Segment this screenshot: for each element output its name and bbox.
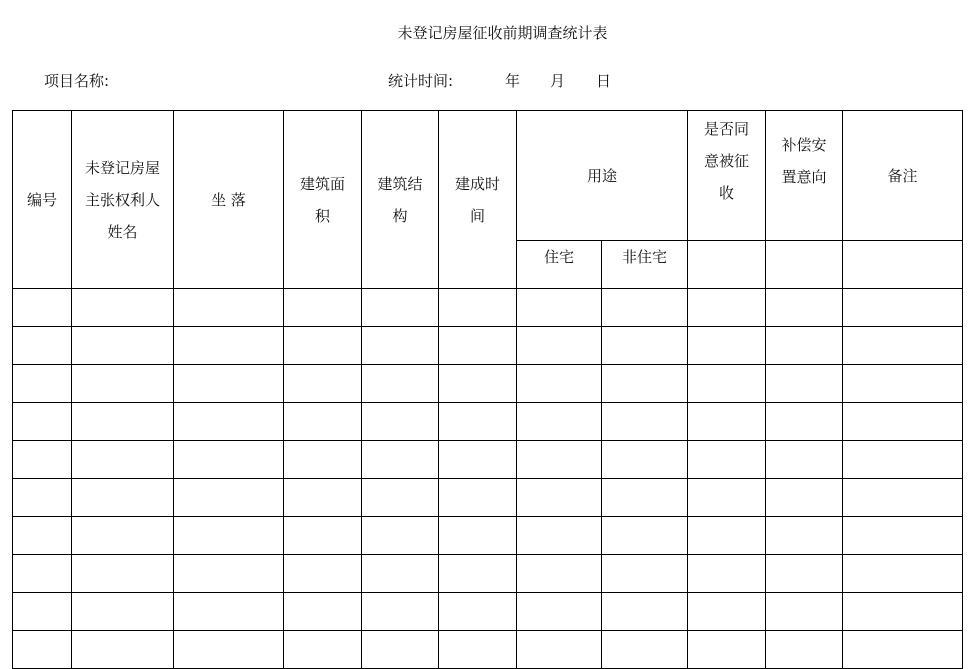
document-title: 未登记房屋征收前期调查统计表 [397,24,608,42]
table-cell[interactable] [843,479,963,517]
table-cell[interactable] [766,441,843,479]
day-label: 日 [596,72,612,90]
table-cell[interactable] [72,555,174,593]
table-cell[interactable] [439,327,517,365]
table-cell[interactable] [174,403,284,441]
table-cell[interactable] [766,479,843,517]
table-cell[interactable] [688,441,766,479]
header-remarks: 备注 [843,111,963,241]
table-cell[interactable] [688,479,766,517]
header-location: 坐 落 [174,111,284,289]
table-cell[interactable] [13,327,72,365]
table-cell[interactable] [602,479,688,517]
table-cell[interactable] [602,289,688,327]
table-cell[interactable] [362,327,439,365]
table-cell[interactable] [174,593,284,631]
table-cell[interactable] [439,403,517,441]
table-cell[interactable] [517,631,602,669]
table-cell[interactable] [688,631,766,669]
table-cell[interactable] [843,593,963,631]
table-cell[interactable] [72,441,174,479]
header-blank-cell [688,241,766,289]
table-cell[interactable] [284,517,362,555]
table-cell[interactable] [362,555,439,593]
table-cell[interactable] [688,365,766,403]
table-cell[interactable] [72,289,174,327]
table-cell[interactable] [602,403,688,441]
table-cell[interactable] [766,289,843,327]
table-cell[interactable] [843,441,963,479]
month-label: 月 [550,72,566,90]
table-cell[interactable] [688,555,766,593]
table-cell[interactable] [284,631,362,669]
table-cell[interactable] [439,555,517,593]
table-cell[interactable] [517,441,602,479]
table-row [13,365,963,403]
table-cell[interactable] [72,593,174,631]
table-cell[interactable] [439,517,517,555]
table-cell[interactable] [439,593,517,631]
table-cell[interactable] [517,593,602,631]
table-row [13,441,963,479]
table-cell[interactable] [688,517,766,555]
table-cell[interactable] [766,365,843,403]
table-cell[interactable] [72,327,174,365]
table-cell[interactable] [174,479,284,517]
header-built-time: 建成时 间 [439,111,517,289]
header-blank-cell [843,241,963,289]
table-cell[interactable] [174,555,284,593]
header-blank-cell [766,241,843,289]
table-cell[interactable] [13,517,72,555]
table-cell[interactable] [517,403,602,441]
table-cell[interactable] [688,593,766,631]
table-cell[interactable] [284,555,362,593]
table-cell[interactable] [362,479,439,517]
header-residential: 住宅 [517,241,602,289]
header-agree-expropriation: 是否同 意被征 收 [688,111,766,241]
table-cell[interactable] [13,441,72,479]
table-cell[interactable] [517,327,602,365]
table-row [13,593,963,631]
table-cell[interactable] [284,365,362,403]
table-cell[interactable] [602,593,688,631]
table-cell[interactable] [362,441,439,479]
table-cell[interactable] [843,631,963,669]
table-cell[interactable] [13,479,72,517]
table-cell[interactable] [174,327,284,365]
table-cell[interactable] [284,479,362,517]
table-row [13,555,963,593]
table-cell[interactable] [439,631,517,669]
table-cell[interactable] [602,631,688,669]
table-cell[interactable] [439,441,517,479]
table-cell[interactable] [362,631,439,669]
table-cell[interactable] [13,555,72,593]
table-cell[interactable] [766,517,843,555]
table-cell[interactable] [13,365,72,403]
table-cell[interactable] [13,593,72,631]
table-cell[interactable] [72,479,174,517]
survey-table [12,110,963,669]
table-row [13,517,963,555]
project-name-label: 项目名称: [44,72,110,90]
table-cell[interactable] [439,365,517,403]
header-building-area: 建筑面 积 [284,111,362,289]
table-cell[interactable] [517,479,602,517]
table-cell[interactable] [174,631,284,669]
table-cell[interactable] [284,289,362,327]
table-cell[interactable] [688,403,766,441]
table-cell[interactable] [362,289,439,327]
table-cell[interactable] [72,403,174,441]
table-cell[interactable] [843,555,963,593]
table-cell[interactable] [843,327,963,365]
table-cell[interactable] [688,289,766,327]
table-cell[interactable] [174,441,284,479]
table-row [13,631,963,669]
table-cell[interactable] [72,517,174,555]
table-cell[interactable] [284,327,362,365]
table-cell[interactable] [13,403,72,441]
table-cell[interactable] [284,593,362,631]
table-cell[interactable] [843,365,963,403]
table-cell[interactable] [362,517,439,555]
header-owner-name: 未登记房屋 主张权利人 姓名 [72,111,174,289]
table-cell[interactable] [439,289,517,327]
table-cell[interactable] [517,365,602,403]
table-row [13,403,963,441]
table-row [13,479,963,517]
header-building-structure: 建筑结 构 [362,111,439,289]
table-cell[interactable] [843,289,963,327]
table-cell[interactable] [843,517,963,555]
year-label: 年 [505,72,521,90]
table-cell[interactable] [284,441,362,479]
table-cell[interactable] [602,327,688,365]
table-cell[interactable] [602,441,688,479]
table-cell[interactable] [517,289,602,327]
table-cell[interactable] [362,365,439,403]
table-row [13,289,963,327]
table-cell[interactable] [284,403,362,441]
table-cell[interactable] [13,289,72,327]
table-cell[interactable] [174,517,284,555]
header-compensation-intent: 补偿安 置意向 [766,111,843,241]
table-cell[interactable] [766,555,843,593]
table-cell[interactable] [174,365,284,403]
table-cell[interactable] [766,403,843,441]
table-cell[interactable] [439,479,517,517]
table-cell[interactable] [13,631,72,669]
table-cell[interactable] [517,555,602,593]
table-cell[interactable] [174,289,284,327]
table-cell[interactable] [72,631,174,669]
statistics-time-label: 统计时间: [388,72,454,90]
table-cell[interactable] [72,365,174,403]
table-cell[interactable] [843,403,963,441]
table-cell[interactable] [362,593,439,631]
header-non-residential: 非住宅 [602,241,688,289]
table-cell[interactable] [766,631,843,669]
header-number: 编号 [13,111,72,289]
table-cell[interactable] [602,517,688,555]
table-cell[interactable] [362,403,439,441]
table-cell[interactable] [602,365,688,403]
table-cell[interactable] [517,517,602,555]
table-cell[interactable] [766,327,843,365]
table-cell[interactable] [602,555,688,593]
header-usage: 用途 [517,111,688,241]
table-cell[interactable] [688,327,766,365]
table-cell[interactable] [766,593,843,631]
table-row [13,327,963,365]
